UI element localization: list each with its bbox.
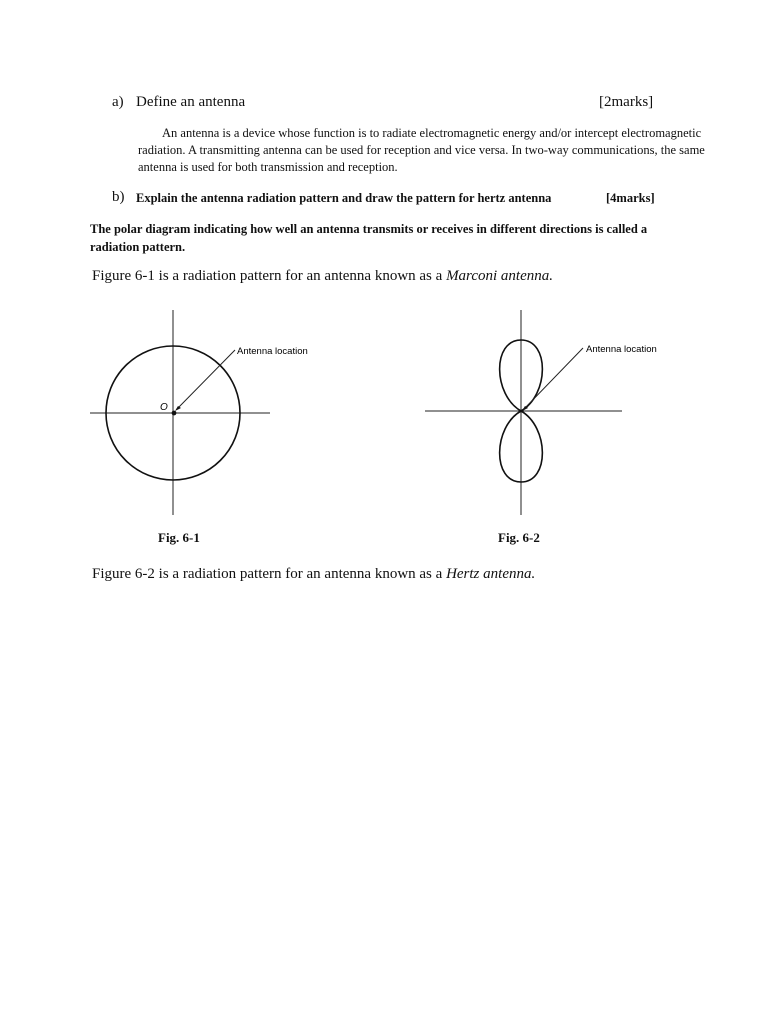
marconi-antenna-term: Marconi antenna. (446, 268, 553, 284)
fig2-pointer-line (524, 348, 583, 409)
hertz-antenna-term: Hertz antenna. (446, 566, 536, 582)
question-a-marks: [2marks] (599, 94, 654, 110)
figure-2-sentence (92, 566, 535, 583)
fig1-pointer-arrowhead (175, 406, 181, 411)
fig2-antenna-location-label: Antenna location (586, 344, 657, 355)
fig1-antenna-location-label: Antenna location (237, 346, 308, 357)
figure-1-sentence-text: Figure 6-1 is a radiation pattern for an antenna known as a (92, 268, 447, 284)
question-b-text: Explain the antenna radiation pattern and draw the pattern for hertz antenna (136, 191, 552, 205)
radiation-pattern-definition: The polar diagram indicating how well an antenna transmits or receives in different directions is called a radiation pattern. (90, 222, 648, 254)
question-a-text: Define an antenna (136, 94, 246, 110)
figure-1-sentence (92, 268, 553, 285)
question-b-marks: [4marks] (606, 191, 655, 205)
antenna-definition-text: An antenna is a device whose function is to radiate electromagnetic energy and/or intercept electromagnetic radiation. A transmitting antenna can be used for reception and vice versa. In two-way communications, the same antenna is used for both transmission and reception. (138, 126, 705, 174)
fig2-caption: Fig. 6-2 (498, 530, 540, 545)
question-a-label: a) (112, 94, 124, 110)
marconi-radiation-pattern (85, 310, 308, 520)
antenna-definition (138, 125, 728, 176)
fig1-antenna-point (172, 411, 177, 416)
question-b-label: b) (112, 189, 125, 205)
fig1-caption: Fig. 6-1 (158, 530, 200, 545)
fig1-pointer-line (177, 350, 235, 409)
figure-2-sentence-text: Figure 6-2 is a radiation pattern for an antenna known as a (92, 566, 447, 582)
fig1-origin-label: O (160, 402, 168, 413)
hertz-radiation-pattern (420, 310, 680, 520)
